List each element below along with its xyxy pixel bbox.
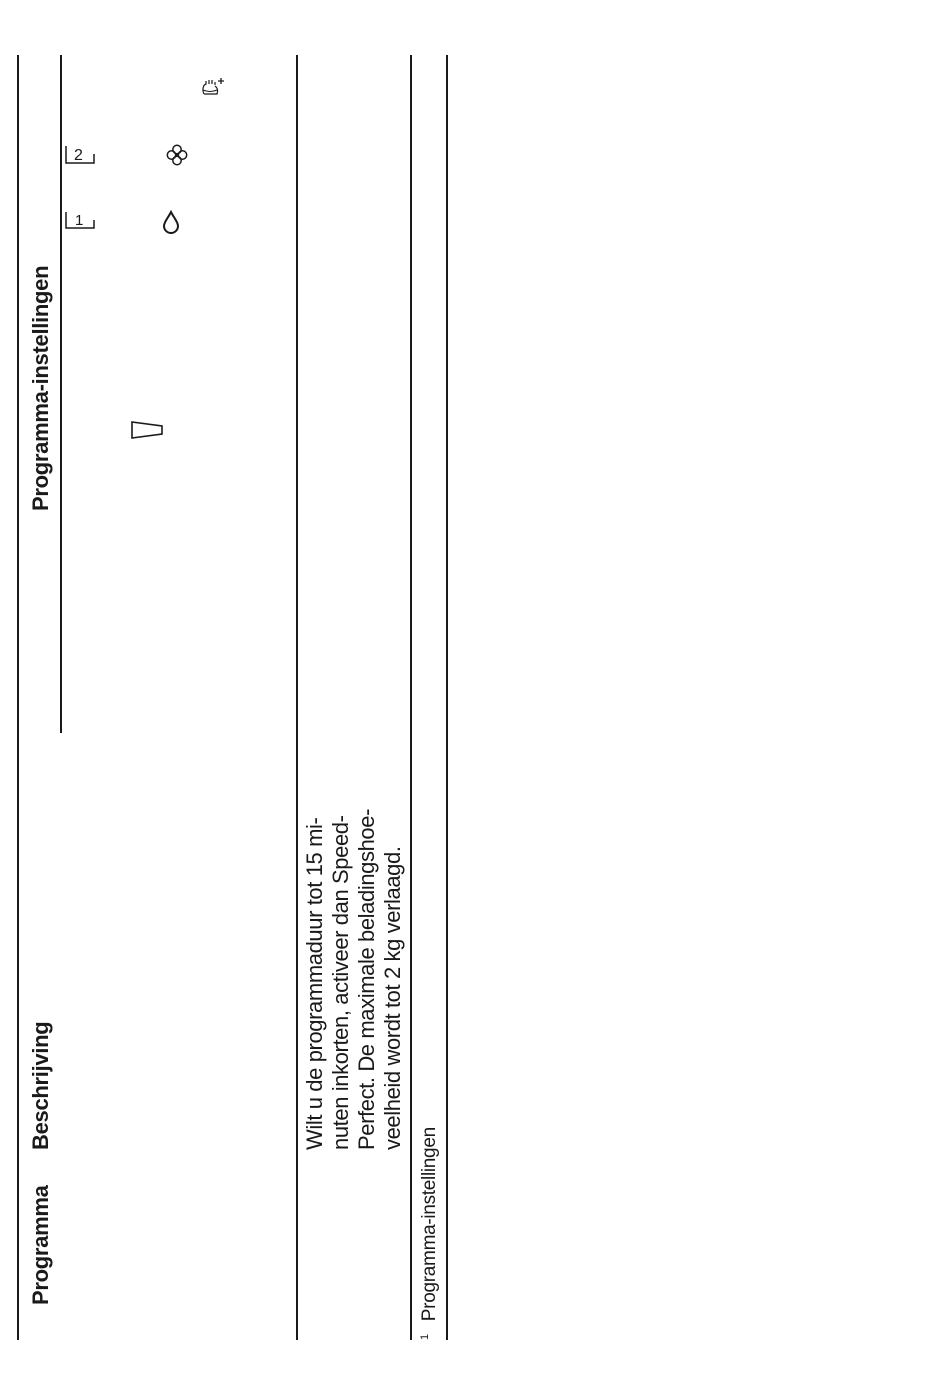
description-cell xyxy=(302,809,406,1150)
description-line: Perfect. De maximale beladingshoe- xyxy=(354,808,379,1150)
description-line: veelheid wordt tot 2 kg verlaagd. xyxy=(380,846,405,1150)
footnote-number: 1 xyxy=(419,1334,431,1340)
flower-softener-icon xyxy=(165,143,189,167)
header-description: Beschrijving xyxy=(28,1021,53,1150)
header-settings: Programma-instellingen xyxy=(28,265,53,511)
compartment-2-icon xyxy=(63,142,97,168)
header-program: Programma xyxy=(28,1185,53,1305)
table-left-border xyxy=(17,55,19,1340)
description-line: Wilt u de programmaduur tot 15 mi- xyxy=(302,817,327,1150)
svg-text:2: 2 xyxy=(74,147,83,164)
description-line: nuten inkorten, activeer dan Speed- xyxy=(328,815,353,1150)
footnote-separator xyxy=(446,55,448,1340)
svg-text:1: 1 xyxy=(75,212,84,229)
detergent-tray-icon xyxy=(130,418,164,442)
water-drop-icon xyxy=(161,210,181,234)
table-bottom-border xyxy=(410,55,412,1340)
header-separator xyxy=(60,55,62,733)
footnote-text: Programma-instellingen xyxy=(419,1127,441,1322)
row-separator xyxy=(296,55,298,1340)
hand-wash-plus-icon xyxy=(200,76,226,100)
footnote xyxy=(419,1127,441,1340)
compartment-1-icon xyxy=(63,208,97,232)
